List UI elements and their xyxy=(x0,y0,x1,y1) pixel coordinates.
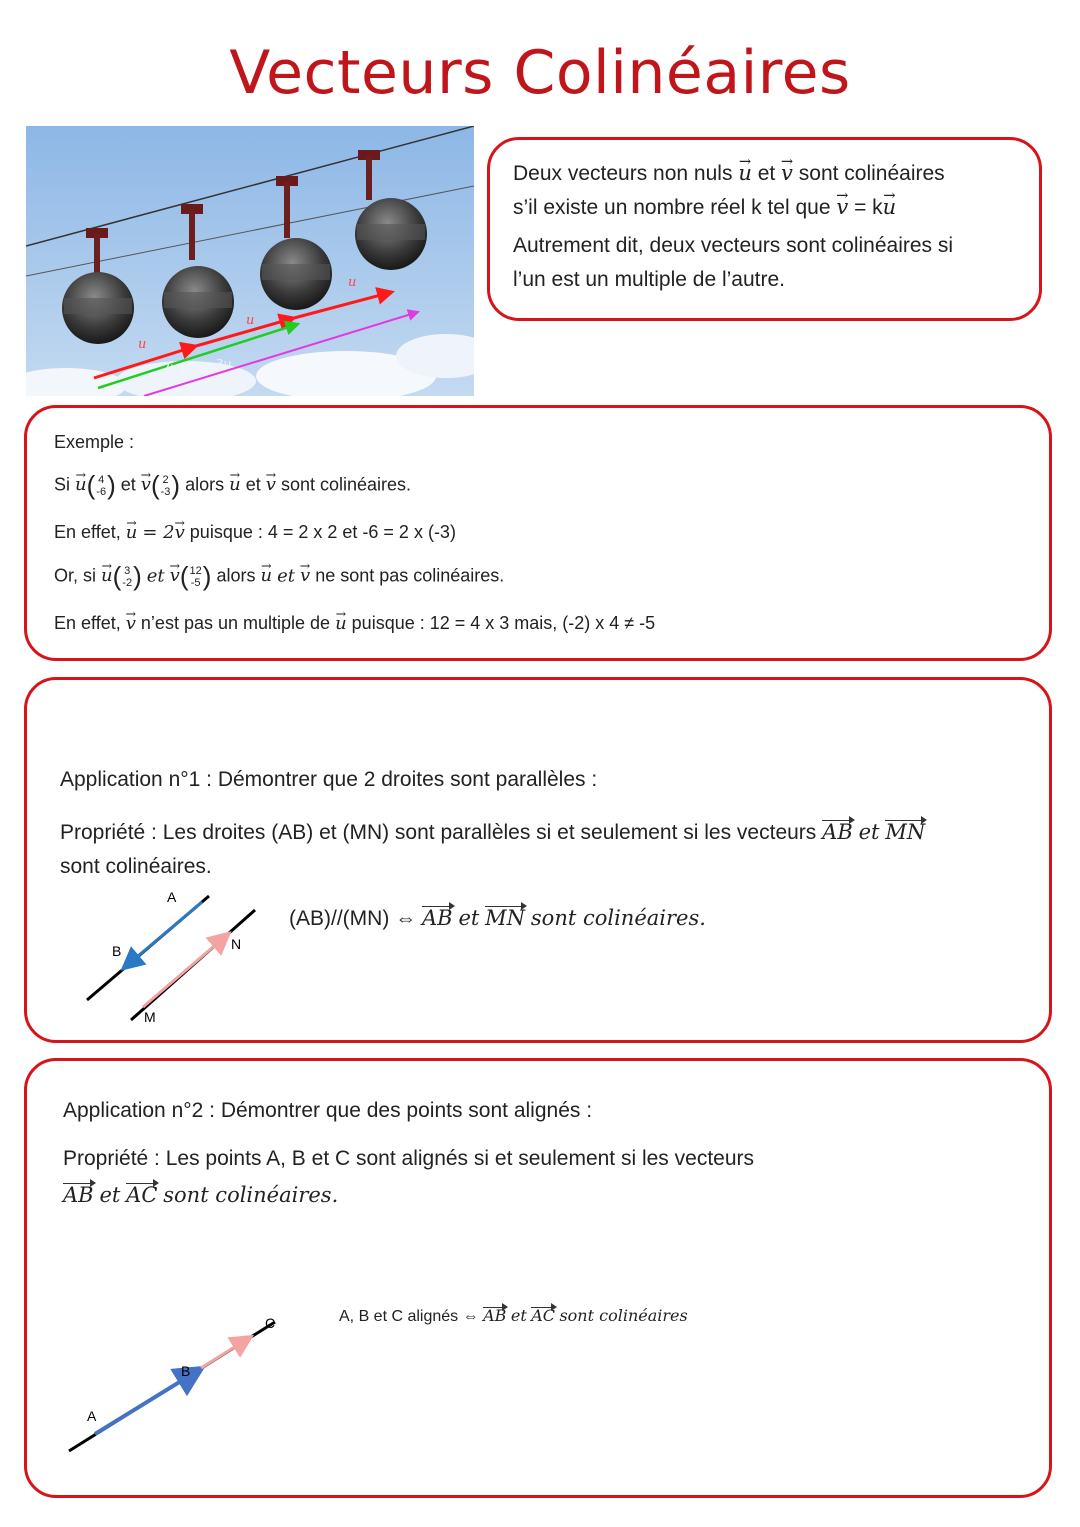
example-line-4: En effet, → v n’est pas un multiple de → u puisque : 12 = 4 x 3 mais, (-2) x 4 ≠ -5 xyxy=(54,613,655,634)
application-1-property: Propriété : Les droites (AB) et (MN) sont parallèles si et seulement si les vecteurs AB et MN xyxy=(60,820,926,844)
application-2-box xyxy=(24,1058,1052,1498)
definition-line-1: Deux vecteurs non nuls → u et → v sont colinéaires xyxy=(513,161,945,186)
application-2-formula: A, B et C alignés ⇔ AB et AC sont colinéaires xyxy=(339,1306,688,1325)
application-1-box xyxy=(24,677,1052,1043)
definition-line-2: s’il existe un nombre réel k tel que → v = k→ u xyxy=(513,195,896,220)
definition-line-3: Autrement dit, deux vecteurs sont colinéaires si xyxy=(513,234,954,257)
point-m: M xyxy=(144,1009,156,1025)
application-2-property: Propriété : Les points A, B et C sont alignés si et seulement si les vecteurs xyxy=(63,1147,755,1170)
cable-car-photo xyxy=(26,126,474,396)
aligned-points-figure xyxy=(57,1306,297,1466)
vector-ab xyxy=(125,902,202,967)
label-3u: 3u xyxy=(216,357,232,371)
point-c: C xyxy=(265,1315,276,1331)
application-2-property-end: AB et AC sont colinéaires. xyxy=(63,1183,339,1207)
example-line-1: Si → u( 4 -6 ) et → v( 2 -3 ) alors → u et → v sont colinéaires. xyxy=(54,470,411,501)
page-title: Vecteurs Colinéaires xyxy=(229,38,851,108)
label-u-1: u xyxy=(138,337,147,352)
example-line-2: En effet, → u = 2→ v puisque : 4 = 2 x 2 et -6 = 2 x (-3) xyxy=(54,522,456,543)
example-heading: Exemple : xyxy=(54,432,135,452)
point-n: N xyxy=(231,936,242,952)
point-a: A xyxy=(87,1408,97,1424)
vector-bc xyxy=(201,1338,249,1368)
vector-ab xyxy=(95,1370,199,1434)
application-1-formula: (AB)//(MN) ⇔ AB et MN sont colinéaires. xyxy=(289,906,706,930)
label-2u: 2u xyxy=(162,361,179,376)
parallel-lines-figure xyxy=(67,880,307,1030)
label-u-2: u xyxy=(246,313,255,328)
example-box xyxy=(24,405,1052,661)
point-b: B xyxy=(181,1363,191,1379)
point-a: A xyxy=(167,889,177,905)
vector-mn xyxy=(143,935,227,1007)
point-b: B xyxy=(112,943,122,959)
example-line-3: Or, si → u( 3 -2 ) et → v( 12 -5 ) alors → u et → v ne sont pas colinéaires. xyxy=(54,561,504,592)
application-1-heading: Application n°1 : Démontrer que 2 droites sont parallèles : xyxy=(60,768,598,791)
definition-box xyxy=(487,137,1042,321)
application-1-property-end: sont colinéaires. xyxy=(60,855,212,878)
definition-line-4: l’un est un multiple de l’autre. xyxy=(513,268,785,291)
label-u-3: u xyxy=(348,275,357,290)
application-2-heading: Application n°2 : Démontrer que des points sont alignés : xyxy=(63,1099,593,1122)
